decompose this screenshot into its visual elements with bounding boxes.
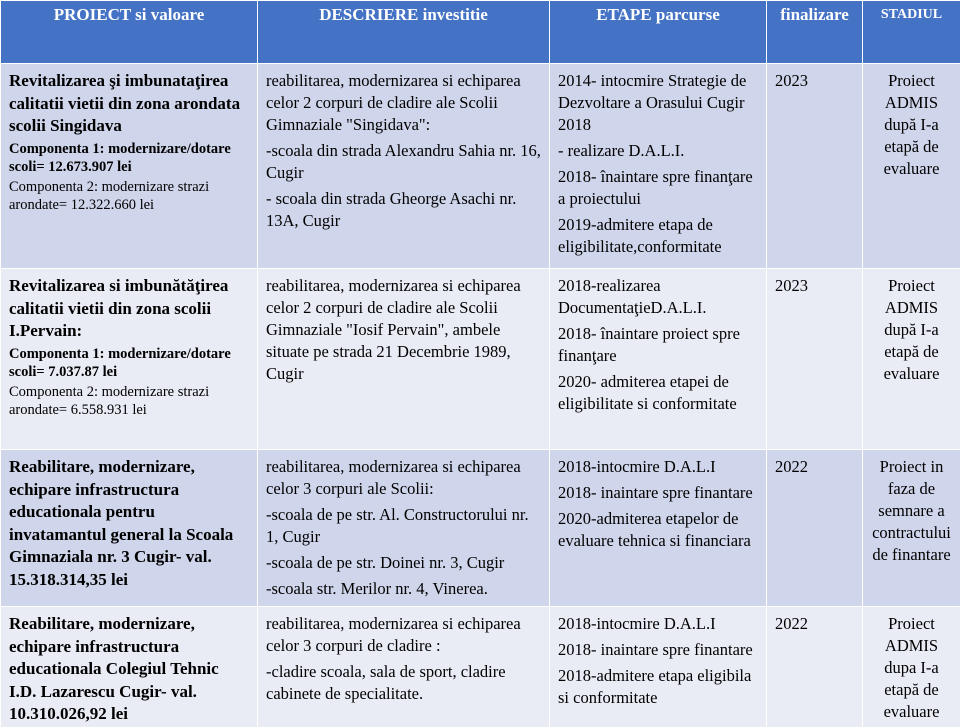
description-line: -scoala de pe str. Doinei nr. 3, Cugir <box>266 552 541 574</box>
status-cell: Proiect ADMIS după I-a etapă de evaluare <box>863 64 960 269</box>
project-component-1: Componenta 1: modernizare/dotare scoli= 7.037.87 lei <box>9 345 249 381</box>
stage-line: 2018-intocmire D.A.L.I <box>558 613 758 635</box>
project-component-2: Componenta 2: modernizare strazi arondate= 6.558.931 lei <box>9 383 249 419</box>
description-line: reabilitarea, modernizarea si echiparea celor 3 corpuri ale Scolii: <box>266 456 541 500</box>
table-row <box>1 607 960 728</box>
status-cell: Proiect in faza de semnare a contractului de finantare <box>863 450 960 607</box>
project-title: Reabilitare, modernizare, echipare infrastructura educationala pentru invatamantul general la Scoala Gimnaziala nr. 3 Cugir- val. 15.318.314,35 lei <box>9 456 249 591</box>
project-cell <box>1 607 258 728</box>
description-line: -scoala str. Merilor nr. 4, Vinerea. <box>266 578 541 600</box>
description-line: -scoala de pe str. Al. Constructorului nr. 1, Cugir <box>266 504 541 548</box>
header-row <box>1 1 960 64</box>
status-cell: Proiect ADMIS după I-a etapă de evaluare <box>863 269 960 450</box>
project-component-2: Componenta 2: modernizare strazi arondate= 12.322.660 lei <box>9 178 249 214</box>
description-line: - scoala din strada Gheorge Asachi nr. 13A, Cugir <box>266 188 541 232</box>
completion-cell: 2022 <box>767 450 863 607</box>
stage-line: 2014- intocmire Strategie de Dezvoltare a Orasului Cugir 2018 <box>558 70 758 136</box>
project-title: Reabilitare, modernizare, echipare infrastructura educationala Colegiul Tehnic I.D. Lazarescu Cugir- val. 10.310.026,92 lei <box>9 613 249 726</box>
description-line: reabilitarea, modernizarea si echiparea celor 2 corpuri de cladire ale Scolii Gimnaziale "Singidava": <box>266 70 541 136</box>
description-line: reabilitarea, modernizarea si echiparea celor 2 corpuri de cladire ale Scolii Gimnaziale "Iosif Pervain", ambele situate pe strada 21 Decembrie 1989, Cugir <box>266 275 541 385</box>
description-cell <box>258 269 550 450</box>
project-component-1: Componenta 1: modernizare/dotare scoli= 12.673.907 lei <box>9 140 249 176</box>
table-row <box>1 64 960 269</box>
stage-line: 2018-admitere etapa eligibila si conformitate <box>558 665 758 709</box>
stages-cell <box>550 269 767 450</box>
stage-line: 2018- inaintare spre finantare <box>558 482 758 504</box>
header-stages: ETAPE parcurse <box>550 1 767 64</box>
status-cell: Proiect ADMIS dupa I-a etapă de evaluare <box>863 607 960 728</box>
header-project: PROIECT si valoare <box>1 1 258 64</box>
stage-line: 2020- admiterea etapei de eligibilitate si conformitate <box>558 371 758 415</box>
stage-line: 2018-intocmire D.A.L.I <box>558 456 758 478</box>
table-row <box>1 450 960 607</box>
stages-cell <box>550 607 767 728</box>
project-cell <box>1 269 258 450</box>
description-line: reabilitarea, modernizarea si echiparea celor 3 corpuri de cladire : <box>266 613 541 657</box>
project-cell <box>1 64 258 269</box>
project-title: Revitalizarea si imbunătăţirea calitatii vietii din zona scolii I.Pervain: <box>9 275 249 343</box>
project-cell <box>1 450 258 607</box>
stage-line: 2018- înaintare proiect spre finanţare <box>558 323 758 367</box>
description-cell <box>258 607 550 728</box>
completion-cell: 2022 <box>767 607 863 728</box>
completion-cell: 2023 <box>767 269 863 450</box>
stage-line: 2019-admitere etapa de eligibilitate,conformitate <box>558 214 758 258</box>
description-cell <box>258 450 550 607</box>
table-row <box>1 269 960 450</box>
description-line: -cladire scoala, sala de sport, cladire cabinete de specialitate. <box>266 661 541 705</box>
stage-line: 2018- inaintare spre finantare <box>558 639 758 661</box>
completion-cell: 2023 <box>767 64 863 269</box>
description-cell <box>258 64 550 269</box>
stages-cell <box>550 450 767 607</box>
stage-line: 2020-admiterea etapelor de evaluare tehnica si financiara <box>558 508 758 552</box>
stage-line: 2018-realizarea DocumentaţieD.A.L.I. <box>558 275 758 319</box>
stage-line: - realizare D.A.L.I. <box>558 140 758 162</box>
header-completion: finalizare <box>767 1 863 64</box>
header-status: STADIUL <box>863 1 960 64</box>
stage-line: 2018- înaintare spre finanţare a proiectului <box>558 166 758 210</box>
header-description: DESCRIERE investitie <box>258 1 550 64</box>
stages-cell <box>550 64 767 269</box>
project-title: Revitalizarea şi imbunataţirea calitatii vietii din zona arondata scolii Singidava <box>9 70 249 138</box>
description-line: -scoala din strada Alexandru Sahia nr. 16, Cugir <box>266 140 541 184</box>
